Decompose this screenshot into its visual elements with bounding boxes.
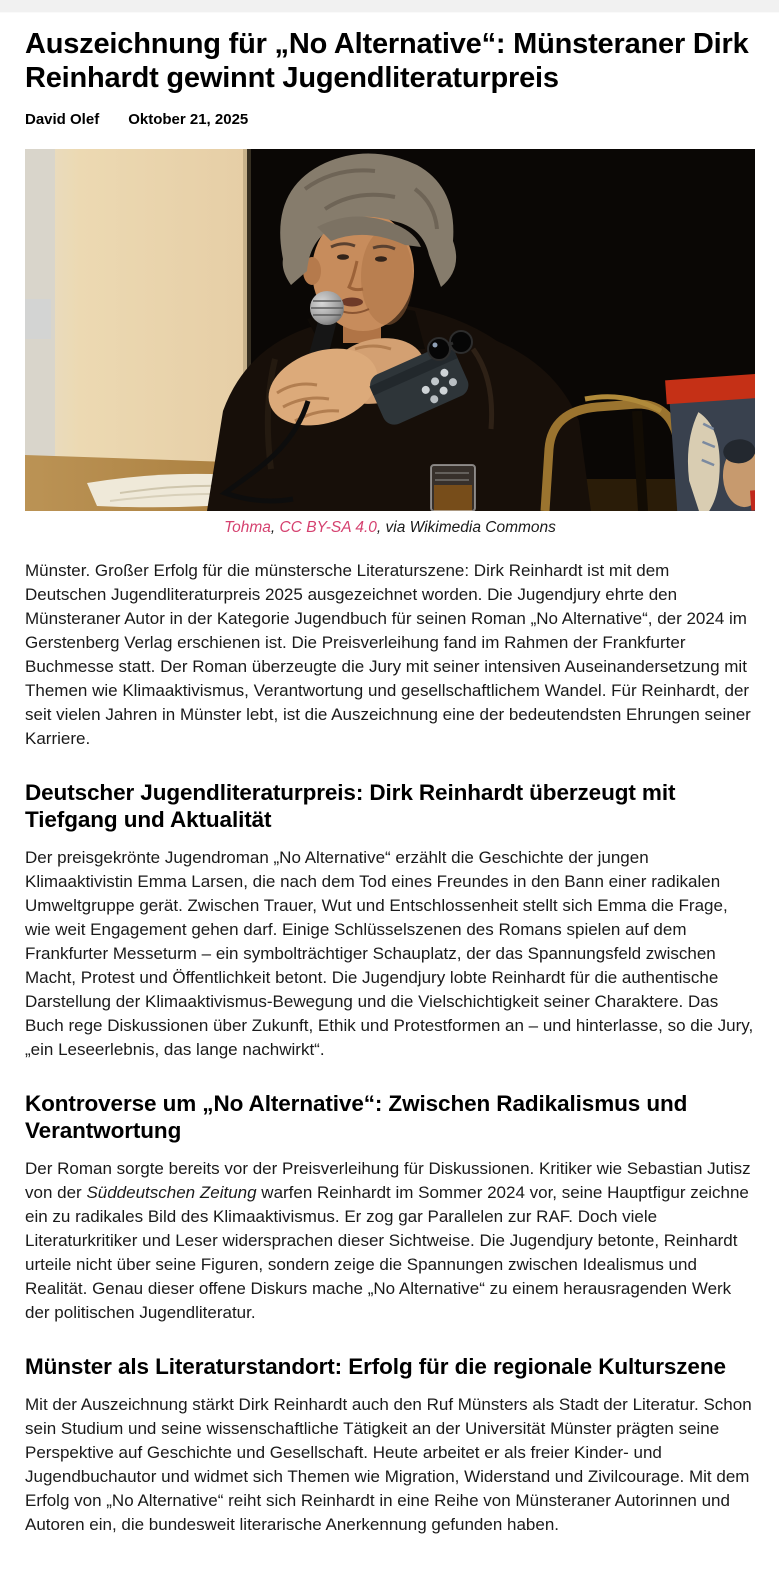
caption-author-link[interactable]: Tohma [224, 519, 271, 536]
section-paragraph-muenster: Mit der Auszeichnung stärkt Dirk Reinhardt auch den Ruf Münsters als Stadt der Literatur. Schon sein Studium und seine wissenschaftliche Tätigkeit an der Universität Münster prägten seine Perspektive auf Geschichte und Gesellschaft. Heute arbeitet er als freier Kinder- und Jugendbuchautor und widmet sich Themen wie Migration, Widerstand und Zivilcourage. Mit dem Erfolg von „No Alternative“ reiht sich Reinhardt in eine Reihe von Münsteraner Autorinnen und Autoren ein, die bundesweit literarische Anerkennung gefunden haben. [25, 1395, 752, 1534]
caption-license-link[interactable]: CC BY-SA 4.0 [279, 519, 377, 536]
byline-date: Oktober 21, 2025 [128, 111, 249, 128]
byline [25, 111, 755, 128]
section-heading-award: Deutscher Jugendliteraturpreis: Dirk Reinhardt überzeugt mit Tiefgang und Aktualität [25, 780, 676, 832]
newspaper-name: Süddeutschen Zeitung [86, 1183, 257, 1202]
controversy-text-after: warfen Reinhardt im Sommer 2024 vor, seine Hauptfigur zeichne ein zu radikales Bild des Klimaaktivismus. Er zog gar Parallelen zur RAF. Doch viele Literaturkritiker und Leser widersprachen dieser Sichtweise. Die Jugendjury betonte, Reinhardt urteile nicht über seine Figuren, sondern zeige die Spannungen zwischen Idealismus und Realität. Genau dieser offene Diskurs mache „No Alternative“ zu einem herausragenden Werk der politischen Jugendliteratur. [25, 1183, 749, 1322]
article-photo [25, 149, 755, 511]
page-title: Auszeichnung für „No Alternative“: Münsteraner Dirk Reinhardt gewinnt Jugendliteraturpreis [25, 28, 749, 94]
article-figure [25, 149, 755, 538]
caption-rest: , via Wikimedia Commons [376, 519, 556, 536]
caption-separator: , [270, 519, 280, 536]
section-heading-controversy: Kontroverse um „No Alternative“: Zwischen Radikalismus und Verantwortung [25, 1091, 688, 1143]
section-paragraph-award: Der preisgekrönte Jugendroman „No Alternative“ erzählt die Geschichte der jungen Klimaaktivistin Emma Larsen, die nach dem Tod eines Freundes in den Bann einer radikalen Umweltgruppe gerät. Zwischen Trauer, Wut und Entschlossenheit stellt sich Emma die Frage, wie weit Engagement gehen darf. Einige Schlüsselszenen des Romans spielen auf dem Frankfurter Messeturm – ein symbolträchtiger Schauplatz, der das Spannungsfeld zwischen Macht, Protest und Öffentlichkeit betont. Die Jugendjury lobte Reinhardt für die authentische Darstellung der Klimaaktivismus-Bewegung und die Vielschichtigkeit seiner Charaktere. Das Buch rege Diskussionen über Zukunft, Ethik und Protestformen an – und hinterlasse, so die Jury, „ein Leseerlebnis, das lange nachwirkt“. [25, 848, 754, 1059]
section-heading-muenster: Münster als Literaturstandort: Erfolg für die regionale Kulturszene [25, 1354, 726, 1379]
photo-caption [25, 517, 755, 538]
top-strip [0, 0, 779, 13]
intro-paragraph: Münster. Großer Erfolg für die münstersche Literaturszene: Dirk Reinhardt ist mit dem Deutschen Jugendliteraturpreis 2025 ausgezeichnet worden. Die Jugendjury ehrte den Münsteraner Autor in der Kategorie Jugendbuch für seinen Roman „No Alternative“, der 2024 im Gerstenberg Verlag erschienen ist. Die Preisverleihung fand im Rahmen der Frankfurter Buchmesse statt. Der Roman überzeugte die Jury mit seiner intensiven Auseinandersetzung mit Themen wie Klimaaktivismus, Verantwortung und gesellschaftlichem Wandel. Für Reinhardt, der seit vielen Jahren in Münster lebt, ist die Auszeichnung eine der bedeutendsten Ehrungen seiner Karriere. [25, 561, 751, 748]
section-paragraph-controversy [25, 1157, 755, 1325]
photo-illustration [25, 149, 755, 511]
byline-author: David Olef [25, 111, 100, 128]
article-page [0, 27, 779, 1593]
controversy-text-before: Der Roman sorgte bereits vor der Preisverleihung für Diskussionen. Kritiker wie Sebastian Jutisz von der [25, 1159, 751, 1202]
